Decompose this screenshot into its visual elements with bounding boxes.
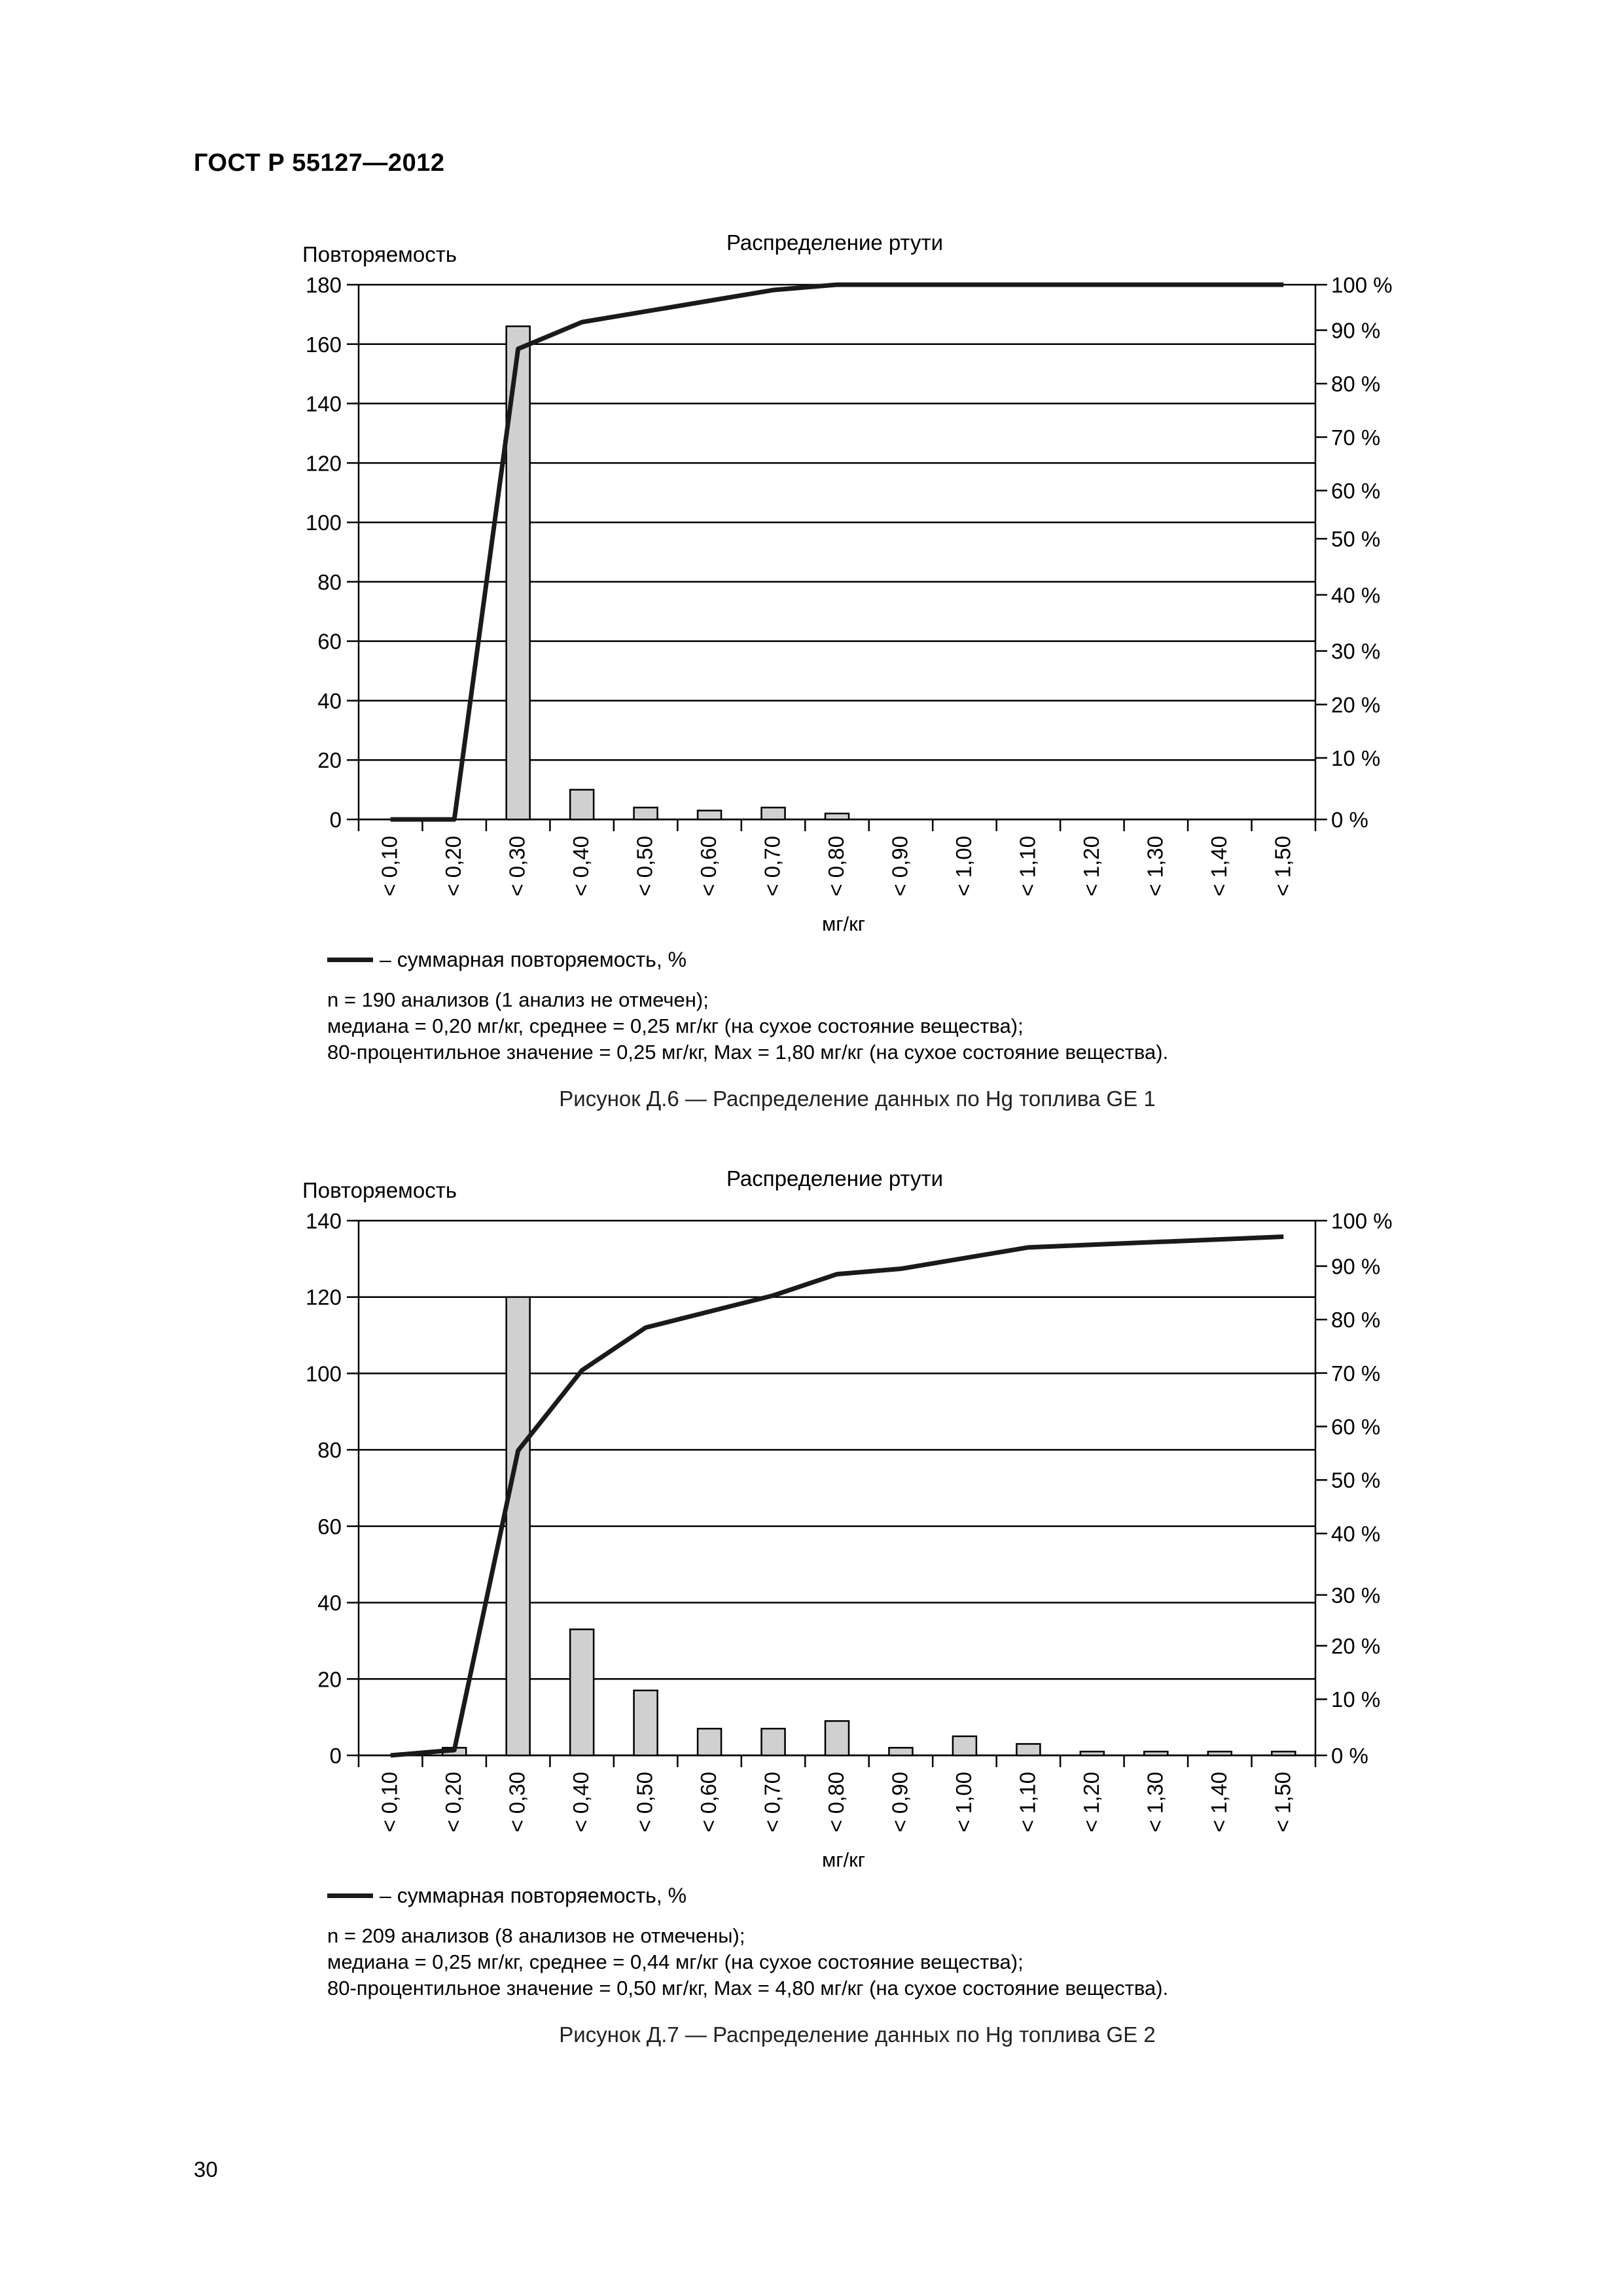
figure-caption-text: Рисунок Д.7 — Распределение данных по Hg топлива GE 2 (559, 2022, 1156, 2047)
x-tick-label: < 0,20 (441, 836, 466, 897)
bar (1272, 1751, 1295, 1755)
x-tick-label: < 0,10 (377, 1772, 402, 1833)
bar (1144, 1751, 1168, 1755)
y2-tick-label: 80 % (1331, 1308, 1381, 1333)
y-tick-label: 60 (317, 629, 342, 654)
y-tick-label: 100 (305, 1361, 342, 1386)
y2-tick-label: 10 % (1331, 1687, 1381, 1712)
y2-tick-label: 40 % (1331, 583, 1381, 607)
y2-tick-label: 30 % (1331, 639, 1381, 664)
y2-tick-label: 50 % (1331, 527, 1381, 552)
y-tick-label: 120 (305, 451, 342, 476)
y-tick-label: 20 (317, 1667, 342, 1692)
legend-line-swatch (327, 1893, 373, 1898)
bar (825, 1721, 849, 1755)
chart-svg (0, 1152, 1623, 1905)
x-tick-label: < 1,20 (1079, 1772, 1103, 1833)
bar (953, 1736, 976, 1755)
x-tick-label: < 0,20 (441, 1772, 466, 1833)
note-line: n = 190 анализов (1 анализ не отмечен); (327, 988, 709, 1011)
figure-hg-ge1 (0, 216, 1623, 1158)
y2-tick-label: 70 % (1331, 425, 1381, 450)
figure-caption (0, 1086, 1623, 1111)
figure-notes (327, 1923, 1168, 2001)
y2-tick-label: 20 % (1331, 1634, 1381, 1659)
bar (634, 1691, 658, 1755)
chart-title: Распределение ртути (726, 1166, 944, 1191)
y2-tick-label: 90 % (1331, 318, 1381, 343)
x-tick-label: < 1,40 (1206, 1772, 1231, 1833)
bar (507, 1297, 530, 1755)
chart-title: Распределение ртути (726, 230, 944, 255)
x-tick-label: < 0,30 (505, 1772, 529, 1833)
y2-tick-label: 90 % (1331, 1254, 1381, 1279)
x-tick-label: < 1,00 (951, 836, 976, 897)
x-tick-label: < 1,10 (1015, 1772, 1040, 1833)
x-tick-label: < 0,40 (569, 836, 594, 897)
x-tick-label: < 1,20 (1079, 836, 1103, 897)
legend-line-swatch (327, 958, 373, 962)
bar (698, 810, 721, 819)
figure-notes (327, 987, 1168, 1066)
y-tick-label: 40 (317, 689, 342, 713)
legend (327, 1884, 687, 1908)
y-axis-title: Повторяемость (302, 1178, 457, 1202)
y-tick-label: 80 (317, 1438, 342, 1463)
note-line: 80-процентильное значение = 0,50 мг/кг, Max = 4,80 мг/кг (на сухое состояние вещества). (327, 1977, 1169, 2000)
bar (1080, 1751, 1104, 1755)
x-tick-label: < 0,80 (824, 1772, 848, 1833)
page-number: 30 (194, 2157, 218, 2181)
y-tick-label: 120 (305, 1285, 342, 1310)
bar (1208, 1751, 1232, 1755)
legend-label: – суммарная повторяемость, % (380, 948, 687, 971)
x-axis-label: мг/кг (821, 1848, 866, 1871)
y2-tick-label: 0 % (1331, 1744, 1368, 1768)
figure-caption (0, 2022, 1623, 2047)
legend (327, 948, 687, 972)
x-tick-label: < 0,90 (887, 836, 912, 897)
x-tick-label: < 0,50 (632, 836, 657, 897)
x-tick-label: < 0,60 (696, 836, 721, 897)
y-tick-label: 140 (305, 1209, 342, 1233)
legend-label: – суммарная повторяемость, % (380, 1884, 687, 1907)
y2-tick-label: 30 % (1331, 1583, 1381, 1607)
bar (1016, 1744, 1040, 1755)
x-tick-label: < 0,10 (377, 836, 402, 897)
chart-svg (0, 216, 1623, 969)
x-tick-label: < 0,50 (632, 1772, 657, 1833)
x-tick-label: < 1,50 (1270, 1772, 1295, 1833)
bar (570, 790, 594, 819)
y-tick-label: 180 (305, 273, 342, 297)
y-tick-label: 0 (329, 1744, 342, 1768)
y2-tick-label: 100 % (1331, 273, 1393, 297)
x-tick-label: < 0,40 (569, 1772, 594, 1833)
x-tick-label: < 1,40 (1206, 836, 1231, 897)
note-line: n = 209 анализов (8 анализов не отмечены); (327, 1924, 745, 1947)
document-header: ГОСТ Р 55127—2012 (194, 149, 445, 177)
y-tick-label: 140 (305, 391, 342, 416)
bar (762, 1729, 785, 1755)
note-line: медиана = 0,20 мг/кг, среднее = 0,25 мг/кг (на сухое состояние вещества); (327, 1014, 1024, 1037)
y2-tick-label: 40 % (1331, 1521, 1381, 1546)
y2-tick-label: 60 % (1331, 478, 1381, 503)
bar (762, 808, 785, 819)
y2-tick-label: 10 % (1331, 746, 1381, 771)
figure-hg-ge2 (0, 1152, 1623, 2094)
y2-tick-label: 60 % (1331, 1414, 1381, 1439)
bar (698, 1729, 721, 1755)
x-tick-label: < 1,30 (1143, 1772, 1168, 1833)
x-tick-label: < 1,50 (1270, 835, 1295, 897)
note-line: медиана = 0,25 мг/кг, среднее = 0,44 мг/кг (на сухое состояние вещества); (327, 1950, 1024, 1973)
y-tick-label: 80 (317, 569, 342, 594)
bar (570, 1629, 594, 1755)
y-tick-label: 60 (317, 1514, 342, 1539)
y2-tick-label: 70 % (1331, 1361, 1381, 1386)
y-tick-label: 100 (305, 511, 342, 535)
y2-tick-label: 80 % (1331, 372, 1381, 397)
y2-tick-label: 50 % (1331, 1468, 1381, 1493)
y-tick-label: 160 (305, 332, 342, 357)
x-tick-label: < 1,10 (1015, 836, 1040, 897)
y-tick-label: 20 (317, 748, 342, 773)
x-tick-label: < 0,70 (760, 836, 785, 897)
y-axis-title: Повторяемость (302, 242, 457, 266)
bar (825, 814, 849, 819)
x-tick-label: < 0,80 (824, 836, 848, 897)
x-tick-label: < 1,30 (1143, 836, 1168, 897)
x-tick-label: < 0,90 (887, 1772, 912, 1833)
x-tick-label: < 1,00 (951, 1772, 976, 1833)
x-tick-label: < 0,70 (760, 1772, 785, 1833)
y2-tick-label: 20 % (1331, 692, 1381, 717)
y-tick-label: 40 (317, 1590, 342, 1615)
note-line: 80-процентильное значение = 0,25 мг/кг, Max = 1,80 мг/кг (на сухое состояние вещества). (327, 1041, 1169, 1064)
bar (634, 808, 658, 819)
y2-tick-label: 0 % (1331, 808, 1368, 832)
x-tick-label: < 0,60 (696, 1772, 721, 1833)
x-axis-label: мг/кг (821, 912, 866, 935)
figure-caption-text: Рисунок Д.6 — Распределение данных по Hg топлива GE 1 (559, 1086, 1156, 1111)
bar (889, 1748, 912, 1755)
y2-tick-label: 100 % (1331, 1209, 1393, 1233)
y-tick-label: 0 (329, 808, 342, 832)
x-tick-label: < 0,30 (505, 836, 529, 897)
